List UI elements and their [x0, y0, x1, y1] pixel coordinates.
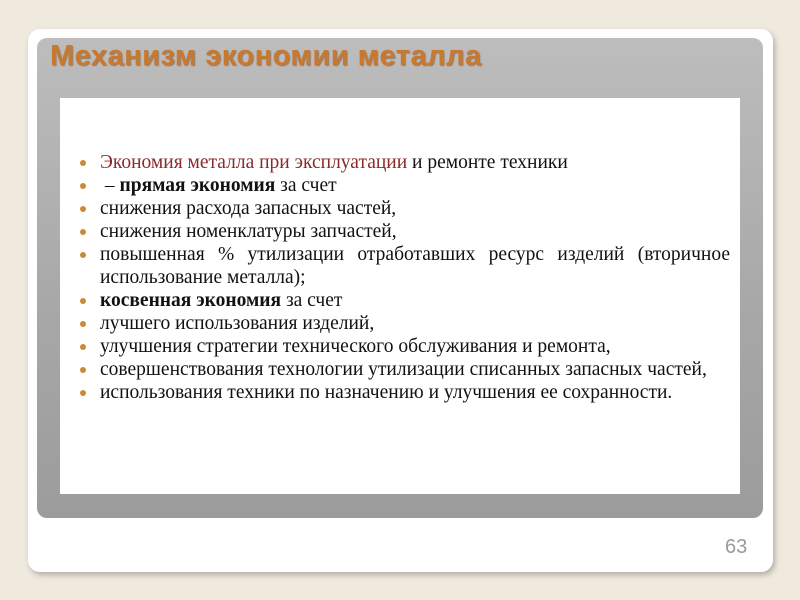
bullet-item — [78, 358, 730, 381]
bullet-dot-icon — [80, 183, 86, 189]
bullet-item — [78, 220, 730, 243]
bullet-item — [78, 174, 730, 197]
bullet-prefix: – — [100, 175, 120, 196]
bullet-text: снижения расхода запасных частей, — [100, 198, 397, 219]
bullet-dot-icon — [80, 252, 86, 258]
bullet-dot-icon — [80, 206, 86, 212]
bullet-text: повышенная % утилизации отработавших ресурс изделий (вторичное использование металла); — [100, 244, 730, 288]
bullet-text: и ремонте техники — [407, 152, 568, 173]
bullet-item — [78, 381, 730, 404]
bullet-list — [78, 151, 730, 404]
bullet-text: за счет — [281, 290, 343, 311]
bullet-text: совершенствования технологии утилизации списанных запасных частей, — [100, 359, 707, 380]
bullet-dot-icon — [80, 344, 86, 350]
bold-text: прямая экономия — [119, 175, 276, 196]
bullet-item — [78, 151, 730, 174]
highlight-text: Экономия металла — [100, 152, 255, 173]
bullet-dot-icon — [80, 321, 86, 327]
bullet-dot-icon — [80, 367, 86, 373]
bullet-text: за счет — [275, 175, 337, 196]
bullet-item — [78, 335, 730, 358]
bullet-item — [78, 289, 730, 312]
bullet-dot-icon — [80, 390, 86, 396]
bullet-dot-icon — [80, 298, 86, 304]
page-number: 63 — [725, 536, 748, 558]
bullet-text: лучшего использования изделий, — [100, 313, 375, 334]
bullet-dot-icon — [80, 229, 86, 235]
bullet-item — [78, 243, 730, 289]
slide-title: Механизм экономии металла — [50, 40, 482, 72]
bullet-text: использования техники по назначению и улучшения ее сохранности. — [100, 382, 673, 403]
bold-text: косвенная экономия — [100, 290, 282, 311]
bullet-text: снижения номенклатуры запчастей, — [100, 221, 397, 242]
bullet-text: улучшения стратегии технического обслуживания и ремонта, — [100, 336, 611, 357]
bullet-item — [78, 197, 730, 220]
bullet-dot-icon — [80, 160, 86, 166]
highlight-text: при эксплуатации — [259, 152, 408, 173]
bullet-item — [78, 312, 730, 335]
content-box — [60, 98, 740, 494]
